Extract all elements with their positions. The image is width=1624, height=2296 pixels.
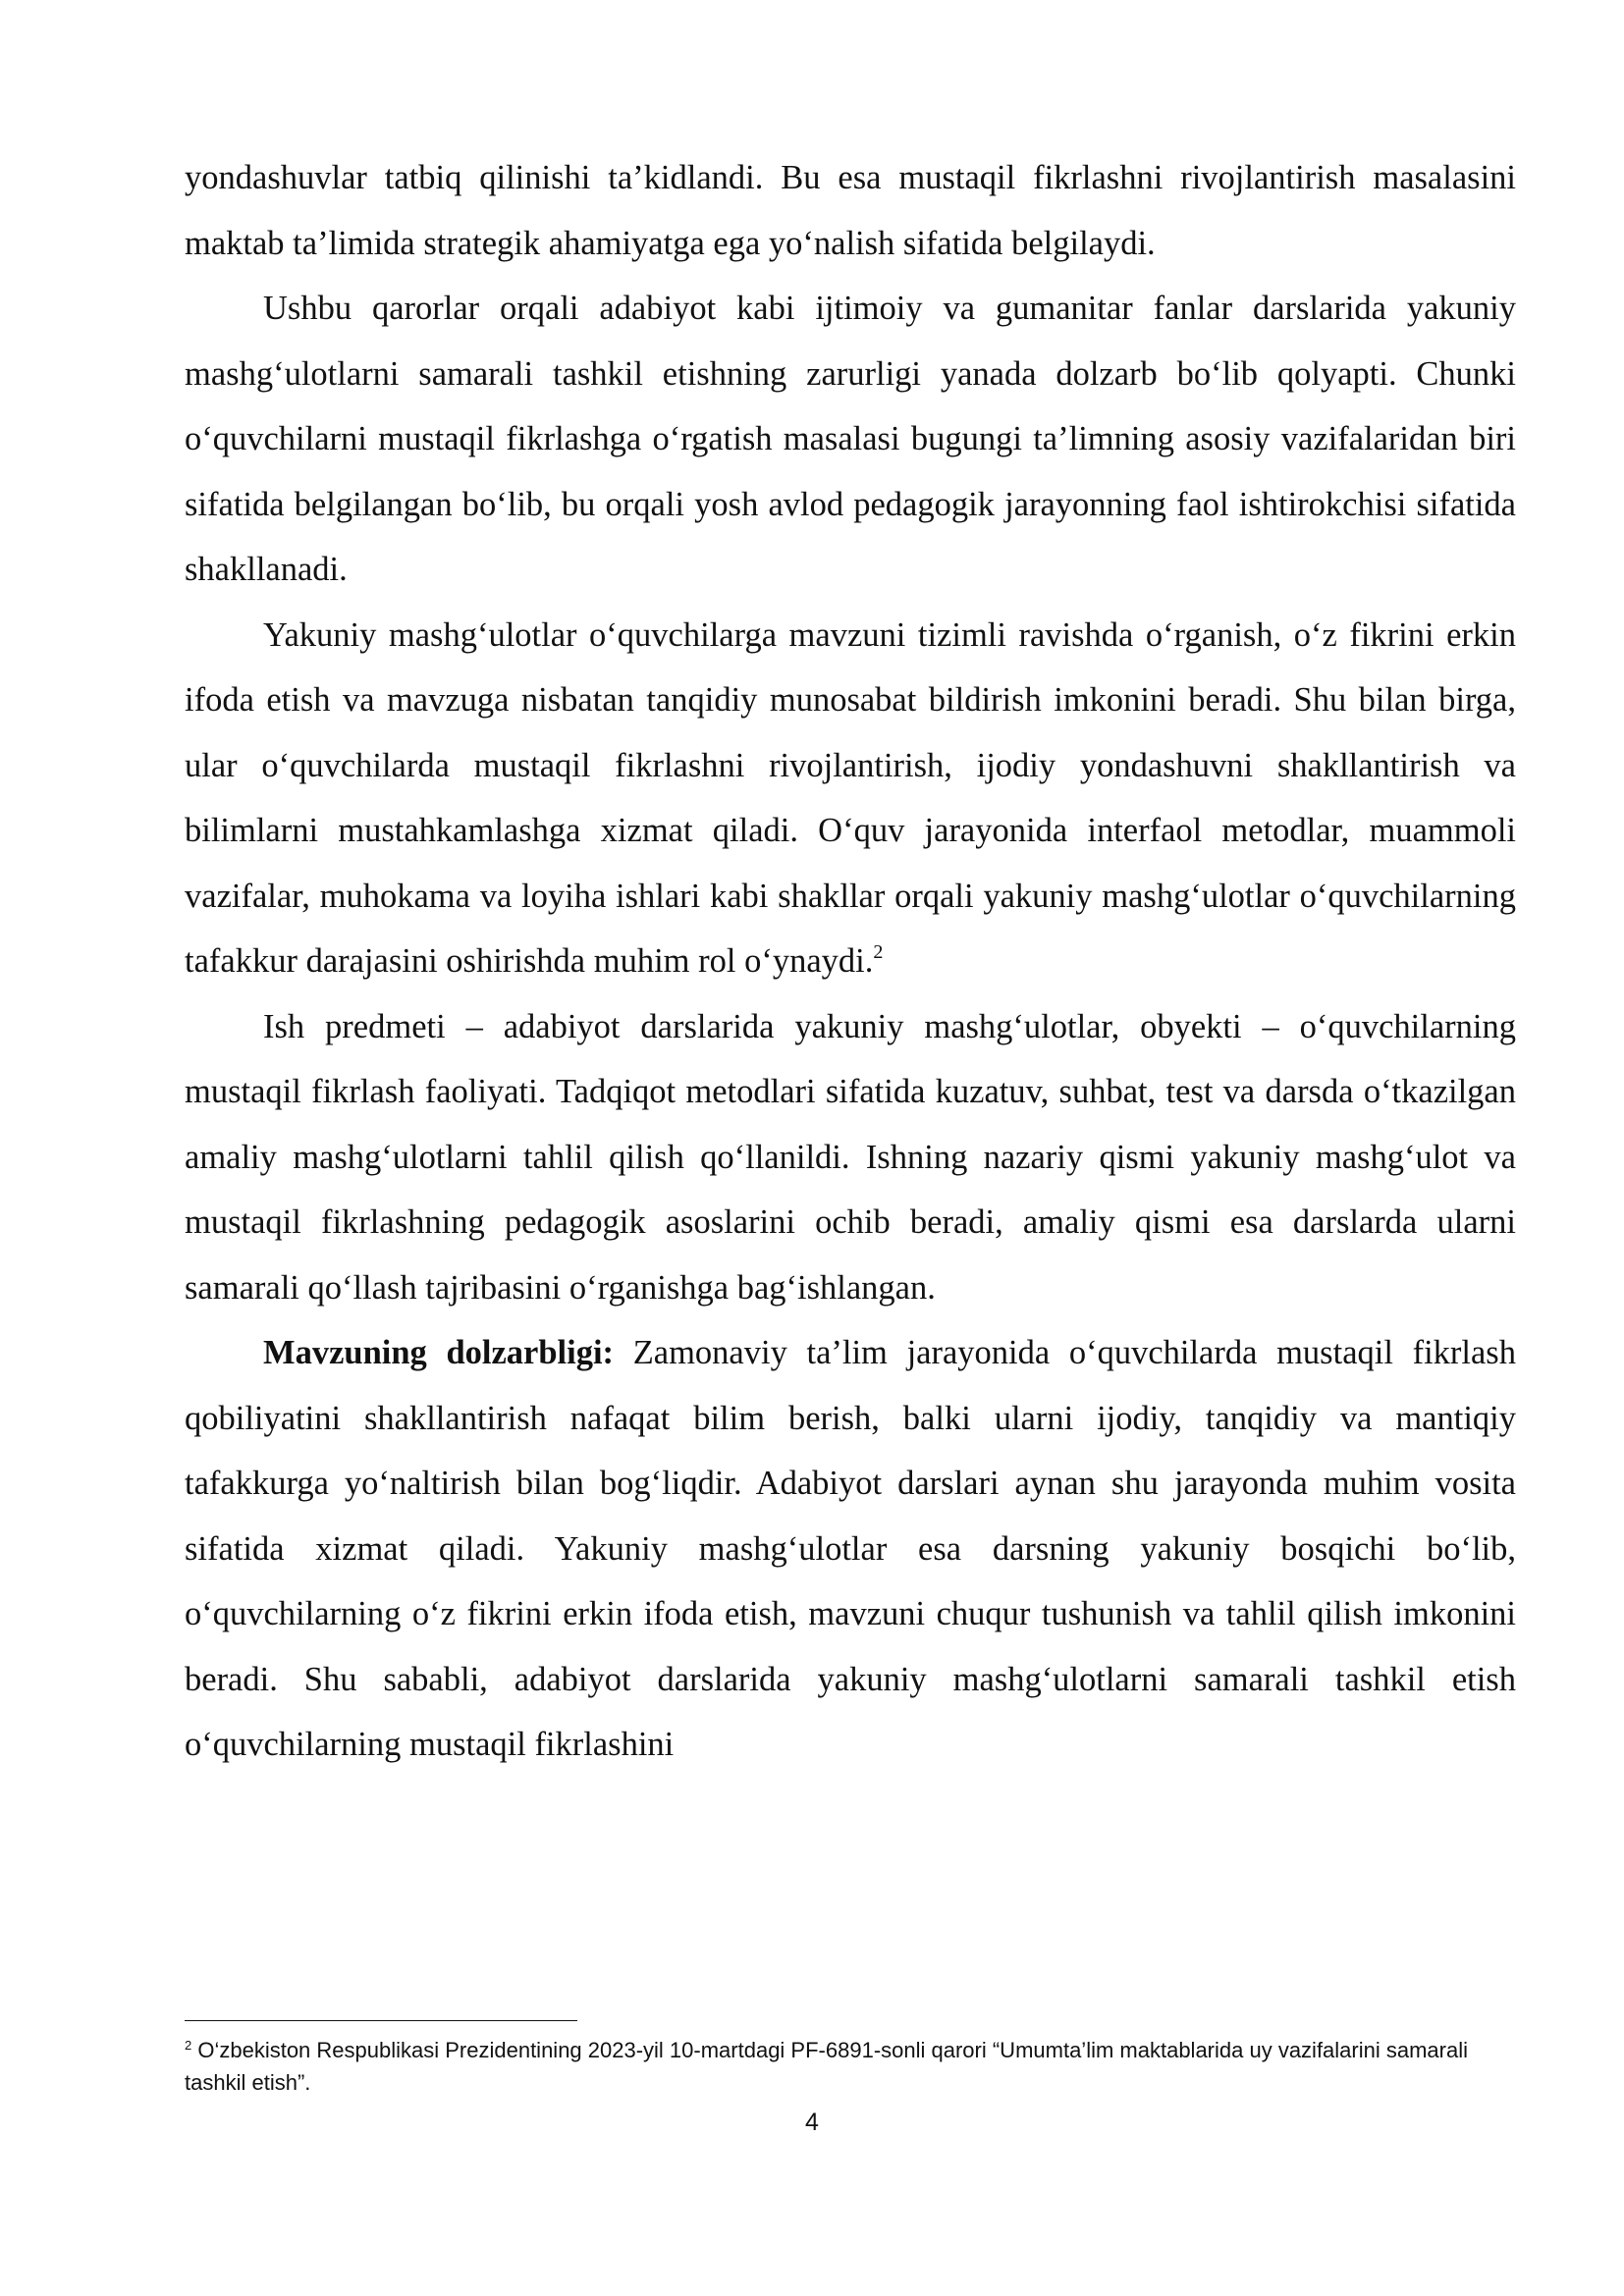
page-number: 4 bbox=[805, 2109, 819, 2136]
paragraph-5-text: Zamonaviy ta’lim jarayonida o‘quvchilarda mustaqil fikrlash qobiliyatini shakllantirish nafaqat bilim berish, balki ularni ijodiy, tanqidiy va mantiqiy tafakkurga yo‘naltirish bilan bog‘liqdir. Adabiyot darslari aynan shu jarayonda muhim vosita sifatida xizmat qiladi. Yakuniy mashg‘ulotlar esa darsning yakuniy bosqichi bo‘lib, o‘quvchilarning o‘z fikrini erkin ifoda etish, mavzuni chuqur tushunish va tahlil qilish imkonini beradi. Shu sababli, adabiyot darslarida yakuniy mashg‘ulotlarni samarali tashkil etish o‘quvchilarning mustaqil fikrlashini bbox=[185, 1334, 1516, 1763]
body-text bbox=[185, 145, 1516, 1778]
paragraph-4 bbox=[185, 994, 1516, 1321]
footnote-text: O‘zbekiston Respublikasi Prezidentining 2023-yil 10-martdagi PF-6891-sonli qarori “Umumta’lim maktablarida uy vazifalarini samarali tashkil etish”. bbox=[185, 2038, 1468, 2095]
paragraph-1 bbox=[185, 145, 1516, 276]
section-heading-relevance: Mavzuning dolzarbligi: bbox=[263, 1334, 615, 1371]
paragraph-3-text: Yakuniy mashg‘ulotlar o‘quvchilarga mavzuni tizimli ravishda o‘rganish, o‘z fikrini erkin ifoda etish va mavzuga nisbatan tanqidiy munosabat bildirish imkonini beradi. Shu bilan birga, ular o‘quvchilarda mustaqil fikrlashni rivojlantirish, ijodiy yondashuvni shakllantirish va bilimlarni mustahkamlashga xizmat qiladi. O‘quv jarayonida interfaol metodlar, muammoli vazifalar, muhokama va loyiha ishlari kabi shakllar orqali yakuniy mashg‘ulotlar o‘quvchilarning tafakkur darajasini oshirishda muhim rol o‘ynaydi. bbox=[185, 615, 1516, 980]
footnote-separator bbox=[185, 2020, 577, 2021]
paragraph-3 bbox=[185, 603, 1516, 994]
footnote bbox=[185, 2034, 1516, 2099]
paragraph-2 bbox=[185, 276, 1516, 603]
paragraph-5 bbox=[185, 1320, 1516, 1778]
footnote-number: 2 bbox=[185, 2038, 192, 2053]
footnote-reference[interactable]: 2 bbox=[873, 941, 884, 963]
paragraph-1-text: yondashuvlar tatbiq qilinishi ta’kidlandi. Bu esa mustaqil fikrlashni rivojlantirish masalasini maktab ta’limida strategik ahamiyatga ega yo‘nalish sifatida belgilaydi. bbox=[185, 159, 1516, 262]
paragraph-2-text: Ushbu qarorlar orqali adabiyot kabi ijtimoiy va gumanitar fanlar darslarida yakuniy mashg‘ulotlarni samarali tashkil etishning zarurligi yanada dolzarb bo‘lib qolyapti. Chunki o‘quvchilarni mustaqil fikrlashga o‘rgatish masalasi bugungi ta’limning asosiy vazifalaridan biri sifatida belgilangan bo‘lib, bu orqali yosh avlod pedagogik jarayonning faol ishtirokchisi sifatida shakllanadi. bbox=[185, 290, 1516, 588]
paragraph-4-text: Ish predmeti – adabiyot darslarida yakuniy mashg‘ulotlar, obyekti – o‘quvchilarning mustaqil fikrlash faoliyati. Tadqiqot metodlari sifatida kuzatuv, suhbat, test va darsda o‘tkazilgan amaliy mashg‘ulotlarni tahlil qilish qo‘llanildi. Ishning nazariy qismi yakuniy mashg‘ulot va mustaqil fikrlashning pedagogik asoslarini ochib beradi, amaliy qismi esa darslarda ularni samarali qo‘llash tajribasini o‘rganishga bag‘ishlangan. bbox=[185, 1007, 1516, 1307]
